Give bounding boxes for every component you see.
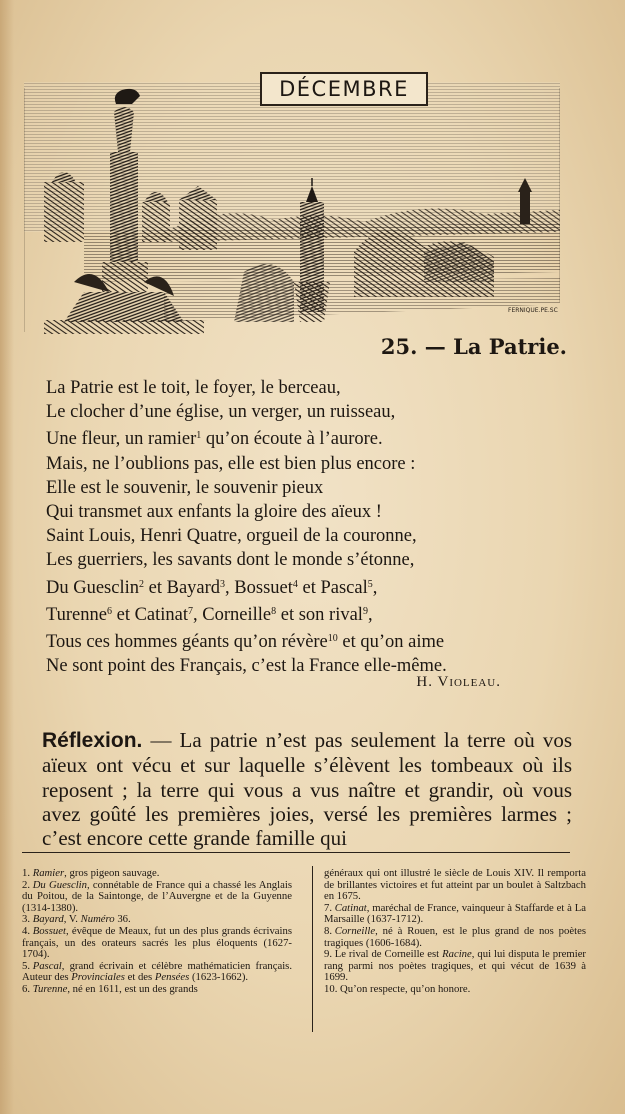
footnote-ref: 2 [139, 578, 144, 590]
poem-line [46, 376, 566, 400]
footnote-text: Qu’on respecte, qu’on honore. [340, 982, 471, 995]
poem-text: Le clocher d’une église, un verger, un ruisseau, [46, 402, 396, 423]
footnote-text: (1623-1662). [189, 971, 249, 984]
poem-text: Les guerriers, les savants dont le monde s’étonne, [46, 550, 415, 571]
footnote [324, 949, 586, 984]
footnote-term: Pensées [154, 971, 190, 984]
footnote-number: 7. [324, 901, 335, 914]
footnote-text: , connétable de France qui a chassé les Anglais du Poitou, de la Saintonge, de l’Auvergne et de la Guyenne (1314-1380). [22, 878, 292, 914]
footnote-ref: 1 [196, 430, 202, 442]
poem-text: Tous ces hommes géants qu’on révère [46, 632, 328, 653]
poem-author: H. Violeau. [416, 674, 501, 690]
footnote [22, 984, 292, 996]
footnote-number: 8. [324, 924, 335, 937]
poem-text: Turenne [46, 604, 107, 625]
poem-text: Saint Louis, Henri Quatre, orgueil de la couronne, [46, 526, 417, 547]
footnote-column-divider [312, 866, 313, 1032]
reflexion-paragraph [42, 728, 572, 850]
footnote-text: , né à Rouen, est le plus grand de nos poètes tragiques (1606-1684). [324, 924, 586, 949]
footnote-rule [22, 852, 570, 853]
footnote-ref: 7 [188, 605, 194, 617]
footnote-number: 6. [22, 982, 33, 995]
footnote-term: Pascal [32, 959, 62, 972]
footnote-term: Corneille [334, 924, 376, 937]
poem-line [46, 500, 566, 524]
poem-line [46, 573, 566, 600]
footnotes-right-column [324, 868, 586, 996]
footnote [324, 984, 586, 996]
footnote-term: Racine [442, 948, 472, 961]
footnote-text: , maréchal de France, vainqueur à Staffarde et à La Marsaille (1637-1712). [324, 901, 586, 926]
engraving-illustration [24, 82, 560, 340]
poem-line [46, 424, 566, 451]
footnote-term: Provinciales [71, 971, 125, 984]
poem-text: , Corneille [193, 604, 272, 625]
footnote-number: 5. [22, 959, 33, 972]
lesson-title: 25. — La Patrie. [380, 334, 567, 359]
footnote-text: généraux qui ont illustré le siècle de Louis XIV. Il remporta de brillantes victoires et fut atteint par un boulet à Saltzbach en 1675. [324, 867, 586, 903]
footnote-term: Du Guesclin [32, 878, 87, 891]
footnote-ref: 8 [271, 605, 277, 617]
footnote-ref: 5 [367, 578, 373, 590]
footnote-text: , grand écrivain et célèbre mathématicien français. Auteur des [22, 959, 292, 984]
poem [46, 376, 566, 678]
reflexion-label: Réflexion. [42, 729, 143, 752]
poem-text: , [367, 604, 373, 625]
footnote-text: , V. [63, 913, 81, 926]
poem-text: , [372, 577, 378, 598]
poem-line [46, 524, 566, 548]
footnotes-left-column [22, 868, 292, 996]
poem-text: et Bayard [144, 577, 221, 598]
footnote-term: Turenne [32, 982, 68, 995]
footnote [22, 926, 292, 961]
footnote-term: Catinat [334, 901, 367, 914]
poem-text: , Bossuet [225, 577, 293, 598]
footnote-text: et des [124, 971, 155, 984]
poem-text: qu’on écoute à l’aurore. [201, 429, 383, 450]
footnote-number: 4. [22, 924, 33, 937]
footnote-ref: 10 [327, 633, 338, 645]
poem-line [46, 476, 566, 500]
footnote-number: 3. [22, 913, 33, 926]
footnote-number: 10. [324, 982, 341, 995]
poem-text: Du Guesclin [46, 577, 139, 598]
page-edge-shadow [0, 0, 14, 1114]
footnote-ref: 3 [220, 578, 226, 590]
footnote-text: 36. [114, 913, 131, 926]
poem-text: Ne sont point des Français, c’est la France elle-même. [46, 656, 447, 677]
footnote-ref: 6 [106, 605, 112, 617]
footnote [324, 868, 586, 903]
poem-text: Une fleur, un ramier [46, 429, 197, 450]
poem-line [46, 548, 566, 572]
footnote-term: Bossuet [32, 924, 66, 937]
footnote-text: , gros pigeon sauvage. [64, 867, 160, 879]
poem-text: et Pascal [297, 577, 368, 598]
footnote-text: , né en 1611, est un des grands [67, 982, 198, 995]
poem-text: et qu’on aime [337, 632, 445, 653]
footnote [22, 880, 292, 915]
footnote-term: Numéro [80, 913, 115, 926]
footnote-term: Bayard [32, 913, 64, 926]
footnote [22, 961, 292, 984]
footnote-text: Le rival de Corneille est [334, 948, 443, 961]
footnote-number: 9. [324, 948, 335, 961]
footnote-number: 2. [22, 878, 33, 891]
footnote [324, 926, 586, 949]
month-title: DÉCEMBRE [279, 77, 409, 101]
footnote-ref: 9 [362, 605, 368, 617]
poem-text: Elle est le souvenir, le souvenir pieux [46, 477, 324, 498]
poem-text: Qui transmet aux enfants la gloire des aïeux ! [46, 502, 382, 523]
poem-line [46, 600, 566, 627]
poem-line [46, 627, 566, 654]
poem-line [46, 400, 566, 424]
footnote-term: Ramier [32, 867, 65, 879]
footnote [324, 903, 586, 926]
footnote-text: , évêque de Meaux, fut un des plus grands écrivains français, un des orateurs sacrés les plus éloquents (1627-1704). [22, 924, 292, 961]
poem-text: et son rival [276, 604, 363, 625]
poem-text: Mais, ne l’oublions pas, elle est bien plus encore : [46, 453, 416, 474]
poem-text: et Catinat [111, 604, 189, 625]
poem-text: La Patrie est le toit, le foyer, le berceau, [46, 378, 341, 398]
poem-line [46, 452, 566, 476]
footnote-text: , qui lui disputa le premier rang parmi nos poètes tragiques, et qui vécut de 1639 à 1699. [324, 948, 586, 984]
engraving-signature: FERNIQUE.PE.SC [508, 307, 558, 314]
footnote-number: 1. [22, 867, 33, 879]
month-header [260, 72, 428, 106]
footnote-ref: 4 [292, 578, 298, 590]
reflexion-text: — La patrie n’est pas seulement la terre où vos aïeux ont vécu et sur laquelle s’élèvent les tombeaux où ils reposent ; la terre qui vous a vus naître et grandir, où vous avez goûté les premières joies, versé les premières larmes ; c’est encore cette grande famille qui [42, 728, 572, 851]
